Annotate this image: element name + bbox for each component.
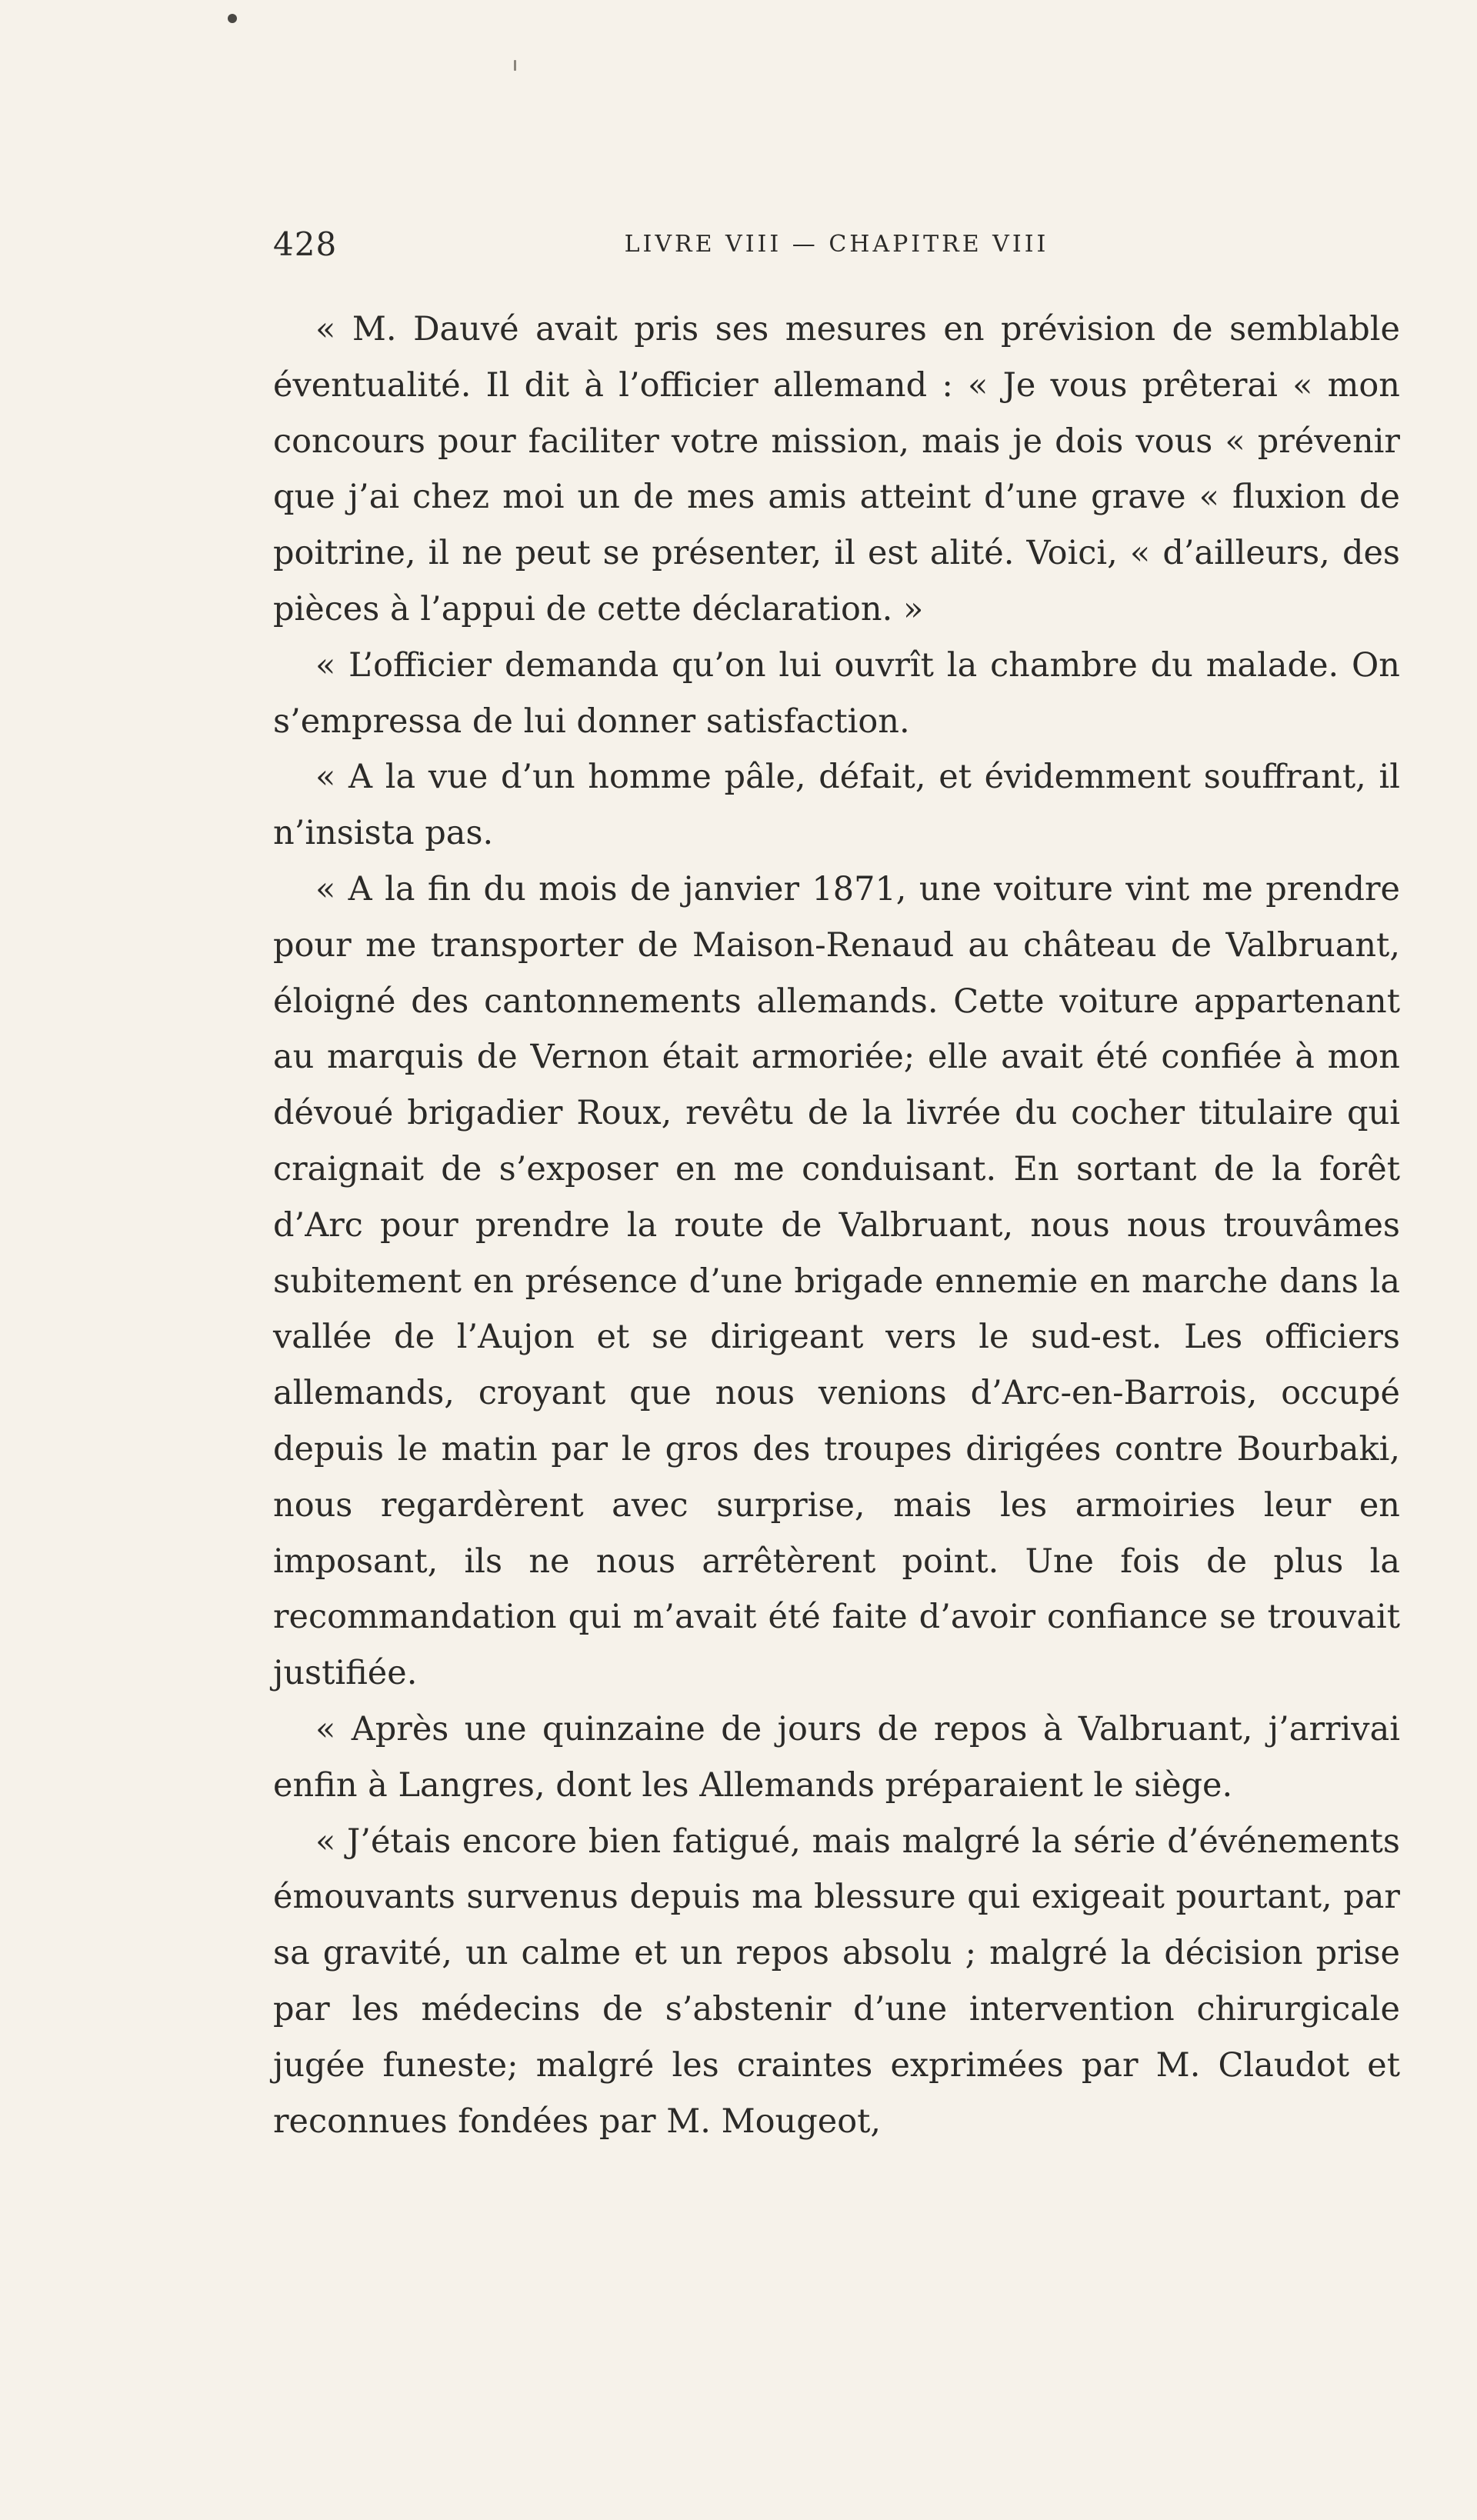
page-header bbox=[273, 222, 1400, 268]
paragraph: « A la fin du mois de janvier 1871, une voiture vint me prendre pour me transporter de Maison-Renaud au château de Valbruant, éloigné des cantonnements allemands. Cette voiture appartenant au marquis de Vernon était armoriée; elle avait été confiée à mon dévoué brigadier Roux, revêtu de la livrée du cocher titulaire qui craignait de s’exposer en me conduisant. En sortant de la forêt d’Arc pour prendre la route de Valbruant, nous nous trouvâmes subitement en présence d’une brigade ennemie en marche dans la vallée de l’Aujon et se dirigeant vers le sud-est. Les officiers allemands, croyant que nous venions d’Arc-en-Barrois, occupé depuis le matin par le gros des troupes dirigées contre Bourbaki, nous regardèrent avec surprise, mais les armoiries leur en imposant, ils ne nous arrêtèrent point. Une fois de plus la recommandation qui m’avait été faite d’avoir confiance se trouvait justifiée. bbox=[273, 869, 1400, 1693]
paragraph: « J’étais encore bien fatigué, mais malgré la série d’événements émouvants survenus depuis ma blessure qui exigeait pourtant, par sa gravité, un calme et un repos absolu ; malgré la décision prise par les médecins de s’abstenir d’une intervention chirurgicale jugée funeste; malgré les craintes exprimées par M. Claudot et reconnues fondées par M. Mougeot, bbox=[273, 1822, 1400, 2141]
paragraph: « Après une quinzaine de jours de repos à Valbruant, j’arrivai enfin à Langres, dont les Allemands préparaient le siège. bbox=[273, 1709, 1400, 1805]
paragraph: « M. Dauvé avait pris ses mesures en prévision de semblable éventualité. Il dit à l’officier allemand : « Je vous prêterai « mon concours pour faciliter votre mission, mais je dois vous « prévenir que j’ai chez moi un de mes amis atteint d’une grave « fluxion de poitrine, il ne peut se présenter, il est alité. Voici, « d’ailleurs, des pièces à l’appui de cette déclaration. » bbox=[273, 310, 1400, 628]
ink-speck bbox=[228, 14, 237, 23]
body-text bbox=[273, 302, 1400, 2149]
page-number: 428 bbox=[273, 225, 338, 263]
running-head: LIVRE VIII — CHAPITRE VIII bbox=[624, 231, 1049, 258]
paper-mark bbox=[514, 60, 516, 71]
paragraph: « A la vue d’un homme pâle, défait, et évidemment souffrant, il n’insista pas. bbox=[273, 758, 1400, 853]
paragraph: « L’officier demanda qu’on lui ouvrît la chambre du malade. On s’empressa de lui donner satisfaction. bbox=[273, 645, 1400, 741]
